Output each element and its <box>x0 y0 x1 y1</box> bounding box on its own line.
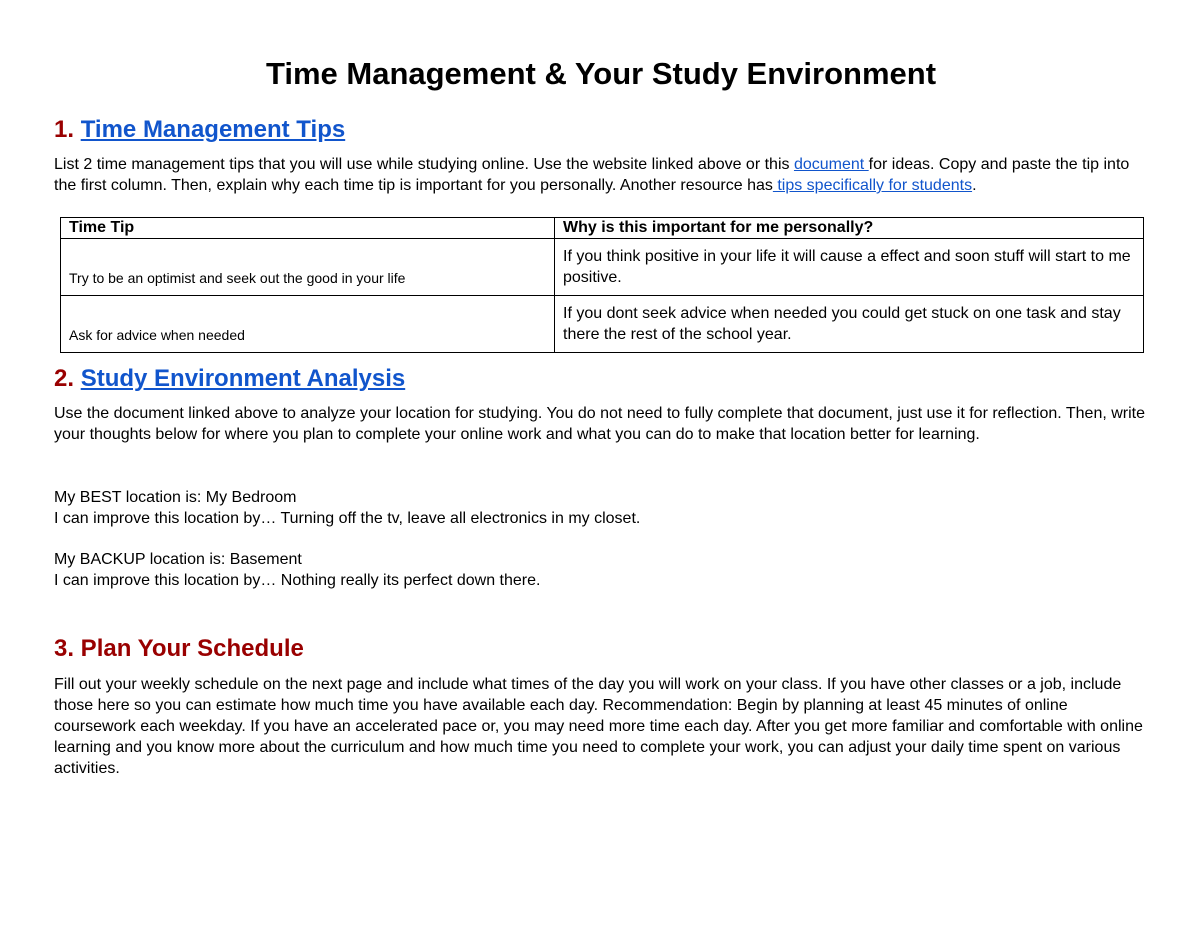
tips-for-students-link[interactable]: tips specifically for students <box>772 177 973 194</box>
table-cell-tip[interactable]: Try to be an optimist and seek out the good in your life <box>61 239 555 296</box>
table-cell-tip[interactable]: Ask for advice when needed <box>61 296 555 353</box>
page-title: Time Management & Your Study Environment <box>265 56 937 91</box>
backup-location-line: My BACKUP location is: Basement <box>54 551 302 568</box>
section-3-heading <box>54 635 304 663</box>
table-row <box>61 296 1144 353</box>
section-1-text-part2: for ideas. Copy and paste the tip into the first column. Then, explain why each time tip is important for you personally. Another resource has <box>54 156 1130 194</box>
section-3-instructions: Fill out your weekly schedule on the next page and include what times of the day you will work on your class. If you have other classes or a job, include those here so you can estimate how much time you have available each day. Recommendation: Begin by planning at least 45 minutes of online coursework each weekday. If you have an accelerated pace or, you may need more time each day. After you get more familiar and comfortable with online learning and you know more about the curriculum and how much time you need to complete your work, you can adjust your daily time spent on various activities. <box>54 676 1143 777</box>
section-1-text-part1: List 2 time management tips that you will use while studying online. Use the website linked above or this <box>54 156 794 173</box>
study-environment-analysis-link[interactable]: Study Environment Analysis <box>80 365 406 392</box>
table-row <box>61 239 1144 296</box>
time-management-tips-link[interactable]: Time Management Tips <box>80 116 346 143</box>
table-cell-why[interactable]: If you dont seek advice when needed you could get stuck on one task and stay there the rest of the school year. <box>555 296 1144 353</box>
table-header-row <box>61 218 1144 239</box>
section-3-heading-text: 3. Plan Your Schedule <box>54 635 304 662</box>
table-header-why: Why is this important for me personally? <box>555 218 1144 239</box>
time-tips-table <box>60 217 1144 353</box>
section-1-number: 1. <box>54 116 75 143</box>
best-location-line: My BEST location is: My Bedroom <box>54 489 297 506</box>
table-header-time-tip: Time Tip <box>61 218 555 239</box>
section-2-number: 2. <box>54 365 75 392</box>
section-2-instructions: Use the document linked above to analyze your location for studying. You do not need to fully complete that document, just use it for reflection. Then, write your thoughts below for where you plan to complete your online work and what you can do to make that location better for learning. <box>54 405 1146 443</box>
section-2-heading <box>54 365 405 393</box>
section-1-instructions <box>54 154 1148 196</box>
document-link[interactable]: document <box>793 156 869 173</box>
table-cell-why[interactable]: If you think positive in your life it will cause a effect and soon stuff will start to me positive. <box>555 239 1144 296</box>
best-improve-line: I can improve this location by… Turning off the tv, leave all electronics in my closet. <box>54 510 641 527</box>
backup-improve-line: I can improve this location by… Nothing really its perfect down there. <box>54 572 541 589</box>
section-1-text-end: . <box>972 177 977 194</box>
section-1-heading <box>54 116 345 144</box>
